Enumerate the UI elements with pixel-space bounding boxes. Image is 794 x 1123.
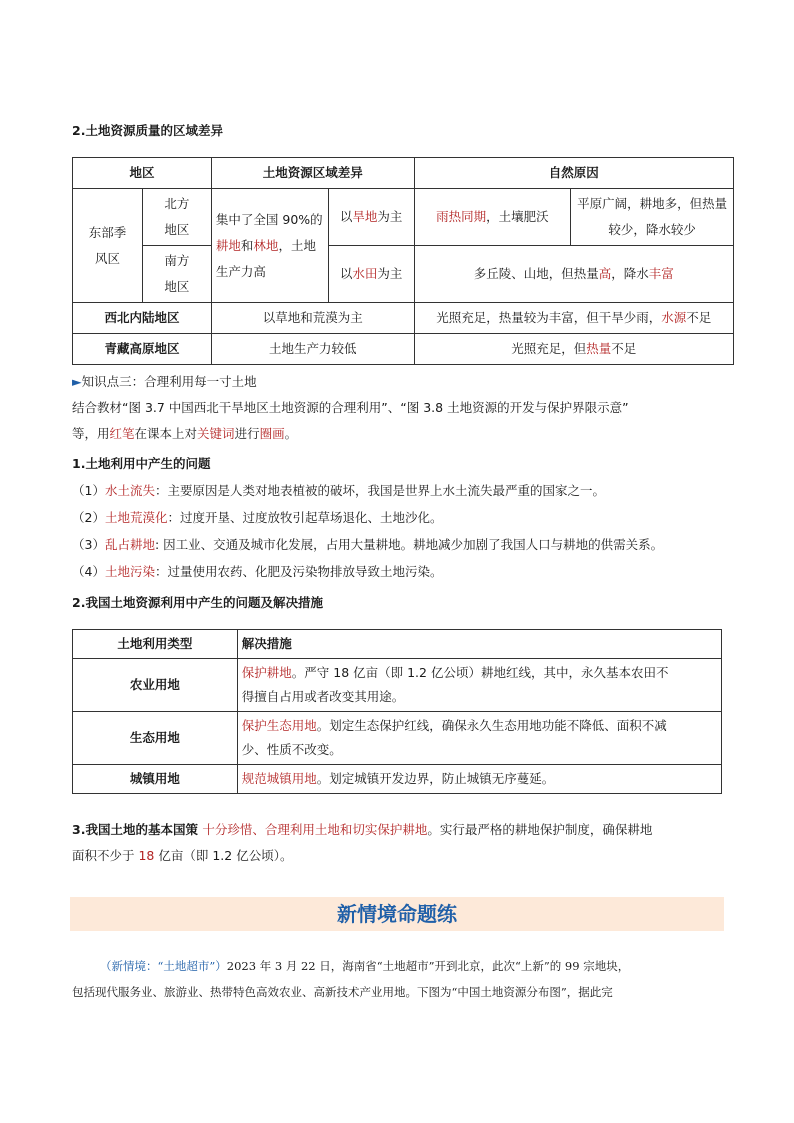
triangle-marker-icon: ► bbox=[72, 374, 82, 389]
context-line1: （新情境：“土地超市”）2023 年 3 月 22 日，海南省“土地超市”开到北京，此次“上新”的 99 宗地块， bbox=[100, 959, 630, 973]
qinghai-tibet-difference: 土地生产力较低 bbox=[211, 334, 414, 365]
table-header-row bbox=[73, 630, 722, 659]
list-item: （4）土地污染：过量使用农药、化肥及污染物排放导致土地污染。 bbox=[72, 564, 443, 579]
measure-cell: 规范城镇用地。划定城镇开发边界，防止城镇无序蔓延。 bbox=[237, 765, 721, 794]
knowledge-point-title: ►知识点三：合理利用每一寸土地 bbox=[72, 374, 257, 389]
section-banner: 新情境命题练 bbox=[70, 897, 724, 931]
north-main-land: 以旱地为主 bbox=[328, 189, 414, 246]
northwest-region: 西北内陆地区 bbox=[73, 303, 212, 334]
header-land-type: 土地利用类型 bbox=[73, 630, 238, 659]
table-row bbox=[73, 334, 734, 365]
land-type-cell: 城镇用地 bbox=[73, 765, 238, 794]
header-region: 地区 bbox=[73, 158, 212, 189]
north-subregion: 北方地区 bbox=[142, 189, 211, 246]
table-row bbox=[73, 189, 734, 246]
header-measure: 解决措施 bbox=[237, 630, 721, 659]
south-main-land: 以水田为主 bbox=[328, 246, 414, 303]
section-heading-problems: 1.土地利用中产生的问题 bbox=[72, 456, 211, 471]
northwest-reason: 光照充足，热量较为丰富，但干旱少雨，水源不足 bbox=[414, 303, 733, 334]
section-heading-measures: 2.我国土地资源利用中产生的问题及解决措施 bbox=[72, 595, 323, 610]
table-header-row bbox=[73, 158, 734, 189]
context-line2: 包括现代服务业、旅游业、热带特色高效农业、高新技术产业用地。下图为“中国土地资源分布图”，据此完 bbox=[72, 985, 613, 999]
land-type-cell: 生态用地 bbox=[73, 712, 238, 765]
policy-line2: 面积不少于 18 亿亩（即 1.2 亿公顷）。 bbox=[72, 848, 293, 863]
northwest-difference: 以草地和荒漠为主 bbox=[211, 303, 414, 334]
measure-cell: 保护耕地。严守 18 亿亩（即 1.2 亿公顷）耕地红线，其中，永久基本农田不 得擅自占用或者改变其用途。 bbox=[237, 659, 721, 712]
table-row bbox=[73, 765, 722, 794]
list-item: （1）水土流失：主要原因是人类对地表植被的破坏，我国是世界上水土流失最严重的国家之一。 bbox=[72, 483, 605, 498]
table-row bbox=[73, 659, 722, 712]
knowledge-intro-line1: 结合教材“图 3.7 中国西北干旱地区土地资源的合理利用”、“图 3.8 土地资源的开发与保护界限示意” bbox=[72, 400, 629, 415]
south-subregion: 南方地区 bbox=[142, 246, 211, 303]
land-type-cell: 农业用地 bbox=[73, 659, 238, 712]
north-reason-1: 雨热同期，土壤肥沃 bbox=[414, 189, 571, 246]
list-item: （2）土地荒漠化：过度开垦、过度放牧引起草场退化、土地沙化。 bbox=[72, 510, 443, 525]
east-shared-difference: 集中了全国 90%的耕地和林地，土地生产力高 bbox=[211, 189, 328, 303]
header-reason: 自然原因 bbox=[414, 158, 733, 189]
qinghai-tibet-reason: 光照充足，但热量不足 bbox=[414, 334, 733, 365]
section-heading-land-quality: 2.土地资源质量的区域差异 bbox=[72, 123, 223, 138]
header-difference: 土地资源区域差异 bbox=[211, 158, 414, 189]
land-quality-table bbox=[72, 157, 734, 365]
east-monsoon-region: 东部季风区 bbox=[73, 189, 143, 303]
table-row bbox=[73, 303, 734, 334]
table-row bbox=[73, 712, 722, 765]
south-reason: 多丘陵、山地，但热量高，降水丰富 bbox=[414, 246, 733, 303]
knowledge-intro-line2: 等，用红笔在课本上对关键词进行圈画。 bbox=[72, 426, 298, 441]
measure-cell: 保护生态用地。划定生态保护红线，确保永久生态用地功能不降低、面积不减 少、性质不改变。 bbox=[237, 712, 721, 765]
qinghai-tibet-region: 青藏高原地区 bbox=[73, 334, 212, 365]
list-item: （3）乱占耕地: 因工业、交通及城市化发展，占用大量耕地。耕地减少加剧了我国人口与耕地的供需关系。 bbox=[72, 537, 664, 552]
table-row bbox=[73, 246, 734, 303]
policy-line1: 3.我国土地的基本国策 十分珍惜、合理利用土地和切实保护耕地。实行最严格的耕地保护制度，确保耕地 bbox=[72, 822, 653, 837]
north-reason-2: 平原广阔，耕地多，但热量较少，降水较少 bbox=[571, 189, 734, 246]
measures-table bbox=[72, 629, 722, 794]
